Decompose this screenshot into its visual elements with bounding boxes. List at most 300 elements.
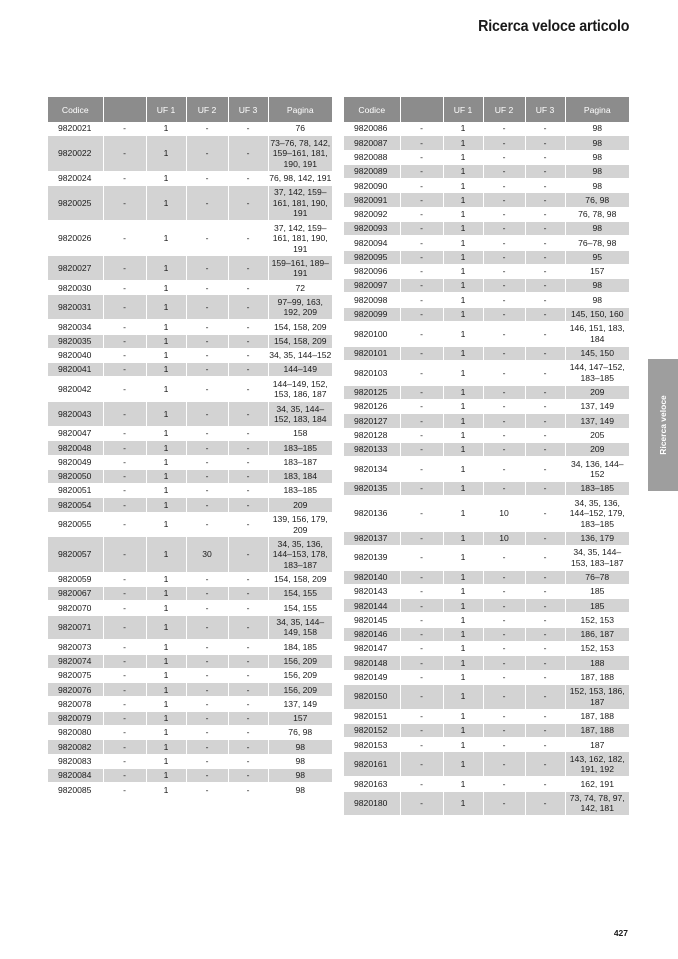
cell-uf3: - [525, 193, 565, 207]
cell-uf1: 1 [146, 348, 186, 362]
cell-blank: - [400, 531, 443, 545]
cell-pagina: 98 [565, 179, 629, 193]
cell-codice: 9820150 [344, 684, 400, 709]
table-row [344, 207, 629, 221]
cell-uf1: 1 [443, 361, 483, 386]
cell-blank: - [400, 545, 443, 570]
table-row [48, 363, 332, 377]
cell-pagina: 209 [565, 385, 629, 399]
cell-pagina: 34, 35, 136, 144–152, 179, 183–185 [565, 496, 629, 531]
cell-uf1: 1 [443, 321, 483, 346]
cell-uf3: - [228, 334, 268, 348]
cell-uf2: - [483, 400, 525, 414]
cell-uf3: - [525, 599, 565, 613]
cell-uf3: - [228, 726, 268, 740]
cell-uf2: - [186, 498, 228, 512]
cell-uf2: - [483, 250, 525, 264]
cell-uf3: - [525, 307, 565, 321]
cell-codice: 9820080 [48, 726, 103, 740]
table-row [344, 385, 629, 399]
cell-uf1: 1 [443, 307, 483, 321]
table-row [48, 455, 332, 469]
cell-pagina: 98 [565, 150, 629, 164]
cell-uf1: 1 [146, 740, 186, 754]
cell-uf1: 1 [146, 484, 186, 498]
cell-uf1: 1 [443, 791, 483, 816]
table-row [48, 256, 332, 281]
table-row [48, 348, 332, 362]
cell-uf2: - [483, 738, 525, 752]
cell-uf1: 1 [443, 346, 483, 360]
cell-uf2: - [483, 584, 525, 598]
cell-blank: - [400, 193, 443, 207]
cell-pagina: 98 [268, 740, 332, 754]
cell-pagina: 137, 149 [268, 697, 332, 711]
cell-codice: 9820147 [344, 642, 400, 656]
cell-blank: - [103, 171, 146, 185]
cell-uf1: 1 [146, 221, 186, 256]
cell-uf1: 1 [443, 164, 483, 178]
cell-pagina: 34, 35, 136, 144–153, 178, 183–187 [268, 537, 332, 572]
cell-codice: 9820030 [48, 281, 103, 295]
cell-blank: - [400, 791, 443, 816]
cell-uf2: - [186, 363, 228, 377]
cell-codice: 9820088 [344, 150, 400, 164]
cell-uf2: - [186, 697, 228, 711]
cell-pagina: 183–185 [268, 484, 332, 498]
cell-codice: 9820097 [344, 279, 400, 293]
cell-uf2: - [483, 791, 525, 816]
cell-codice: 9820070 [48, 601, 103, 615]
table-row [48, 768, 332, 782]
cell-uf3: - [228, 441, 268, 455]
cell-uf1: 1 [146, 683, 186, 697]
table-row [48, 668, 332, 682]
cell-uf2: - [483, 279, 525, 293]
cell-pagina: 152, 153, 186, 187 [565, 684, 629, 709]
cell-uf1: 1 [146, 334, 186, 348]
cell-uf3: - [228, 683, 268, 697]
cell-blank: - [103, 295, 146, 320]
table-row [48, 640, 332, 654]
cell-uf3: - [228, 537, 268, 572]
cell-uf3: - [228, 615, 268, 640]
cell-uf3: - [525, 442, 565, 456]
table-row [344, 642, 629, 656]
article-table-left [48, 97, 332, 797]
cell-uf3: - [525, 122, 565, 136]
cell-pagina: 184, 185 [268, 640, 332, 654]
cell-uf1: 1 [443, 570, 483, 584]
cell-uf2: - [186, 185, 228, 220]
cell-uf3: - [525, 136, 565, 150]
cell-blank: - [400, 264, 443, 278]
cell-blank: - [400, 122, 443, 136]
cell-pagina: 139, 156, 179, 209 [268, 512, 332, 537]
cell-pagina: 76, 98 [565, 193, 629, 207]
cell-uf3: - [228, 783, 268, 797]
cell-uf3: - [525, 236, 565, 250]
col-pagina: Pagina [565, 97, 629, 122]
table-row [48, 601, 332, 615]
cell-blank: - [103, 572, 146, 586]
cell-codice: 9820143 [344, 584, 400, 598]
cell-pagina: 76–78 [565, 570, 629, 584]
col-uf1: UF 1 [443, 97, 483, 122]
cell-pagina: 205 [565, 428, 629, 442]
cell-uf3: - [525, 221, 565, 235]
cell-uf2: - [483, 545, 525, 570]
cell-uf2: - [186, 122, 228, 136]
table-row [344, 777, 629, 791]
table-row [344, 400, 629, 414]
cell-uf2: - [186, 711, 228, 725]
cell-codice: 9820089 [344, 164, 400, 178]
cell-uf1: 1 [443, 264, 483, 278]
cell-uf2: - [483, 264, 525, 278]
cell-codice: 9820093 [344, 221, 400, 235]
table-row [48, 334, 332, 348]
cell-uf3: - [525, 613, 565, 627]
cell-pagina: 159–161, 189–191 [268, 256, 332, 281]
cell-codice: 9820098 [344, 293, 400, 307]
cell-blank: - [400, 670, 443, 684]
cell-uf3: - [525, 656, 565, 670]
cell-pagina: 158 [268, 426, 332, 440]
cell-uf1: 1 [443, 293, 483, 307]
table-row [344, 457, 629, 482]
cell-uf3: - [228, 256, 268, 281]
table-row [344, 738, 629, 752]
cell-pagina: 72 [268, 281, 332, 295]
cell-uf1: 1 [146, 363, 186, 377]
cell-codice: 9820035 [48, 334, 103, 348]
cell-uf2: - [186, 601, 228, 615]
cell-codice: 9820180 [344, 791, 400, 816]
cell-blank: - [103, 512, 146, 537]
cell-blank: - [400, 321, 443, 346]
table-row [344, 599, 629, 613]
cell-uf2: - [186, 441, 228, 455]
cell-uf3: - [228, 122, 268, 136]
cell-blank: - [103, 601, 146, 615]
cell-pagina: 137, 149 [565, 400, 629, 414]
cell-uf3: - [228, 185, 268, 220]
cell-pagina: 97–99, 163, 192, 209 [268, 295, 332, 320]
cell-pagina: 157 [268, 711, 332, 725]
cell-blank: - [103, 455, 146, 469]
cell-uf3: - [525, 457, 565, 482]
cell-codice: 9820055 [48, 512, 103, 537]
cell-uf2: - [483, 207, 525, 221]
cell-uf1: 1 [443, 656, 483, 670]
cell-uf2: - [186, 726, 228, 740]
cell-uf1: 1 [146, 426, 186, 440]
table-row [344, 684, 629, 709]
cell-uf3: - [228, 281, 268, 295]
col-uf2: UF 2 [483, 97, 525, 122]
cell-uf2: - [186, 320, 228, 334]
table-row [344, 570, 629, 584]
cell-codice: 9820152 [344, 723, 400, 737]
cell-codice: 9820042 [48, 377, 103, 402]
cell-codice: 9820086 [344, 122, 400, 136]
cell-blank: - [103, 615, 146, 640]
cell-blank: - [103, 754, 146, 768]
cell-blank: - [400, 642, 443, 656]
cell-uf1: 1 [146, 320, 186, 334]
cell-uf2: - [483, 627, 525, 641]
table-row [48, 754, 332, 768]
table-row [344, 293, 629, 307]
cell-uf2: - [186, 455, 228, 469]
cell-uf2: - [186, 136, 228, 171]
cell-codice: 9820025 [48, 185, 103, 220]
cell-uf2: - [483, 122, 525, 136]
cell-blank: - [400, 496, 443, 531]
cell-pagina: 145, 150, 160 [565, 307, 629, 321]
cell-uf3: - [228, 171, 268, 185]
cell-blank: - [103, 726, 146, 740]
cell-blank: - [103, 484, 146, 498]
cell-codice: 9820140 [344, 570, 400, 584]
table-row [344, 250, 629, 264]
table-row [344, 545, 629, 570]
cell-pagina: 154, 158, 209 [268, 334, 332, 348]
table-row [344, 496, 629, 531]
cell-codice: 9820059 [48, 572, 103, 586]
cell-pagina: 152, 153 [565, 642, 629, 656]
cell-blank: - [103, 586, 146, 600]
cell-uf2: - [483, 442, 525, 456]
table-row [344, 179, 629, 193]
cell-uf1: 1 [146, 455, 186, 469]
cell-uf1: 1 [146, 441, 186, 455]
cell-blank: - [400, 584, 443, 598]
cell-uf2: - [483, 709, 525, 723]
cell-codice: 9820139 [344, 545, 400, 570]
table-row [48, 136, 332, 171]
cell-uf1: 1 [146, 402, 186, 427]
col-pagina: Pagina [268, 97, 332, 122]
article-table-right [344, 97, 629, 816]
cell-codice: 9820095 [344, 250, 400, 264]
cell-uf3: - [525, 150, 565, 164]
cell-blank: - [400, 179, 443, 193]
cell-uf2: - [483, 777, 525, 791]
cell-uf1: 1 [146, 136, 186, 171]
cell-uf1: 1 [443, 584, 483, 598]
table-row [344, 481, 629, 495]
cell-uf1: 1 [443, 385, 483, 399]
cell-uf2: - [483, 570, 525, 584]
cell-uf2: - [483, 457, 525, 482]
cell-uf1: 1 [443, 670, 483, 684]
cell-codice: 9820043 [48, 402, 103, 427]
cell-blank: - [400, 346, 443, 360]
cell-uf2: - [186, 654, 228, 668]
cell-pagina: 98 [565, 164, 629, 178]
cell-uf2: - [186, 586, 228, 600]
cell-uf2: - [186, 615, 228, 640]
cell-uf3: - [525, 361, 565, 386]
cell-pagina: 154, 155 [268, 586, 332, 600]
cell-codice: 9820100 [344, 321, 400, 346]
cell-codice: 9820085 [48, 783, 103, 797]
col-blank [400, 97, 443, 122]
cell-codice: 9820149 [344, 670, 400, 684]
cell-uf3: - [228, 601, 268, 615]
cell-uf2: - [186, 640, 228, 654]
cell-pagina: 185 [565, 599, 629, 613]
cell-uf3: - [228, 348, 268, 362]
cell-blank: - [103, 654, 146, 668]
cell-uf3: - [228, 221, 268, 256]
cell-codice: 9820049 [48, 455, 103, 469]
table-row [48, 320, 332, 334]
cell-uf3: - [525, 584, 565, 598]
cell-uf1: 1 [443, 627, 483, 641]
table-row [48, 281, 332, 295]
cell-uf1: 1 [146, 615, 186, 640]
cell-codice: 9820096 [344, 264, 400, 278]
cell-blank: - [103, 426, 146, 440]
cell-pagina: 37, 142, 159–161, 181, 190, 191 [268, 185, 332, 220]
cell-uf1: 1 [146, 572, 186, 586]
cell-uf3: - [525, 642, 565, 656]
cell-blank: - [400, 777, 443, 791]
cell-uf2: 10 [483, 531, 525, 545]
cell-uf2: - [483, 193, 525, 207]
cell-uf3: - [228, 640, 268, 654]
cell-uf1: 1 [443, 236, 483, 250]
section-side-tab[interactable] [648, 359, 678, 491]
cell-uf3: - [525, 791, 565, 816]
cell-uf2: - [186, 683, 228, 697]
cell-blank: - [400, 136, 443, 150]
table-header [344, 97, 629, 122]
col-uf3: UF 3 [228, 97, 268, 122]
table-row [48, 469, 332, 483]
cell-uf2: - [483, 684, 525, 709]
cell-pagina: 183–185 [268, 441, 332, 455]
cell-codice: 9820075 [48, 668, 103, 682]
cell-codice: 9820090 [344, 179, 400, 193]
cell-blank: - [103, 348, 146, 362]
cell-codice: 9820092 [344, 207, 400, 221]
cell-blank: - [103, 221, 146, 256]
cell-uf2: 10 [483, 496, 525, 531]
cell-pagina: 34, 35, 144–152, 183, 184 [268, 402, 332, 427]
cell-blank: - [400, 709, 443, 723]
table-row [48, 441, 332, 455]
cell-codice: 9820145 [344, 613, 400, 627]
table-row [48, 683, 332, 697]
cell-codice: 9820073 [48, 640, 103, 654]
cell-uf3: - [525, 627, 565, 641]
cell-pagina: 136, 179 [565, 531, 629, 545]
cell-pagina: 98 [565, 293, 629, 307]
cell-blank: - [103, 402, 146, 427]
table-row [48, 572, 332, 586]
table-row [344, 414, 629, 428]
table-row [344, 346, 629, 360]
cell-codice: 9820051 [48, 484, 103, 498]
cell-blank: - [103, 640, 146, 654]
cell-uf2: - [186, 668, 228, 682]
cell-uf3: - [228, 484, 268, 498]
cell-pagina: 76–78, 98 [565, 236, 629, 250]
cell-pagina: 98 [268, 783, 332, 797]
cell-uf2: - [483, 613, 525, 627]
cell-blank: - [400, 738, 443, 752]
cell-codice: 9820101 [344, 346, 400, 360]
table-row [48, 783, 332, 797]
cell-blank: - [400, 442, 443, 456]
cell-uf1: 1 [146, 726, 186, 740]
cell-uf2: - [186, 221, 228, 256]
cell-uf2: - [186, 281, 228, 295]
cell-codice: 9820134 [344, 457, 400, 482]
table-row [344, 627, 629, 641]
cell-pagina: 34, 136, 144–152 [565, 457, 629, 482]
cell-uf1: 1 [146, 122, 186, 136]
cell-pagina: 76, 98, 142, 191 [268, 171, 332, 185]
cell-uf3: - [525, 570, 565, 584]
cell-uf2: - [186, 171, 228, 185]
table-row [48, 711, 332, 725]
table-row [48, 402, 332, 427]
cell-pagina: 154, 158, 209 [268, 320, 332, 334]
cell-uf2: - [186, 512, 228, 537]
col-codice: Codice [48, 97, 103, 122]
cell-uf1: 1 [443, 752, 483, 777]
cell-codice: 9820024 [48, 171, 103, 185]
cell-uf2: - [186, 426, 228, 440]
cell-codice: 9820079 [48, 711, 103, 725]
cell-blank: - [400, 307, 443, 321]
cell-pagina: 187, 188 [565, 670, 629, 684]
table-row [344, 150, 629, 164]
cell-uf2: - [483, 481, 525, 495]
table-row [48, 221, 332, 256]
cell-uf3: - [228, 768, 268, 782]
table-row [48, 377, 332, 402]
cell-blank: - [400, 361, 443, 386]
cell-pagina: 185 [565, 584, 629, 598]
table-row [48, 498, 332, 512]
cell-pagina: 156, 209 [268, 683, 332, 697]
table-row [344, 670, 629, 684]
cell-pagina: 145, 150 [565, 346, 629, 360]
cell-uf1: 1 [146, 256, 186, 281]
cell-blank: - [103, 711, 146, 725]
cell-codice: 9820026 [48, 221, 103, 256]
cell-uf1: 1 [443, 442, 483, 456]
table-row [344, 723, 629, 737]
cell-blank: - [400, 613, 443, 627]
cell-pagina: 73, 74, 78, 97, 142, 181 [565, 791, 629, 816]
cell-uf2: - [186, 348, 228, 362]
cell-uf3: - [228, 572, 268, 586]
cell-blank: - [103, 469, 146, 483]
cell-uf1: 1 [443, 738, 483, 752]
cell-uf2: - [186, 377, 228, 402]
cell-uf3: - [525, 428, 565, 442]
cell-uf2: - [483, 221, 525, 235]
page-number: 427 [613, 928, 628, 938]
cell-codice: 9820050 [48, 469, 103, 483]
